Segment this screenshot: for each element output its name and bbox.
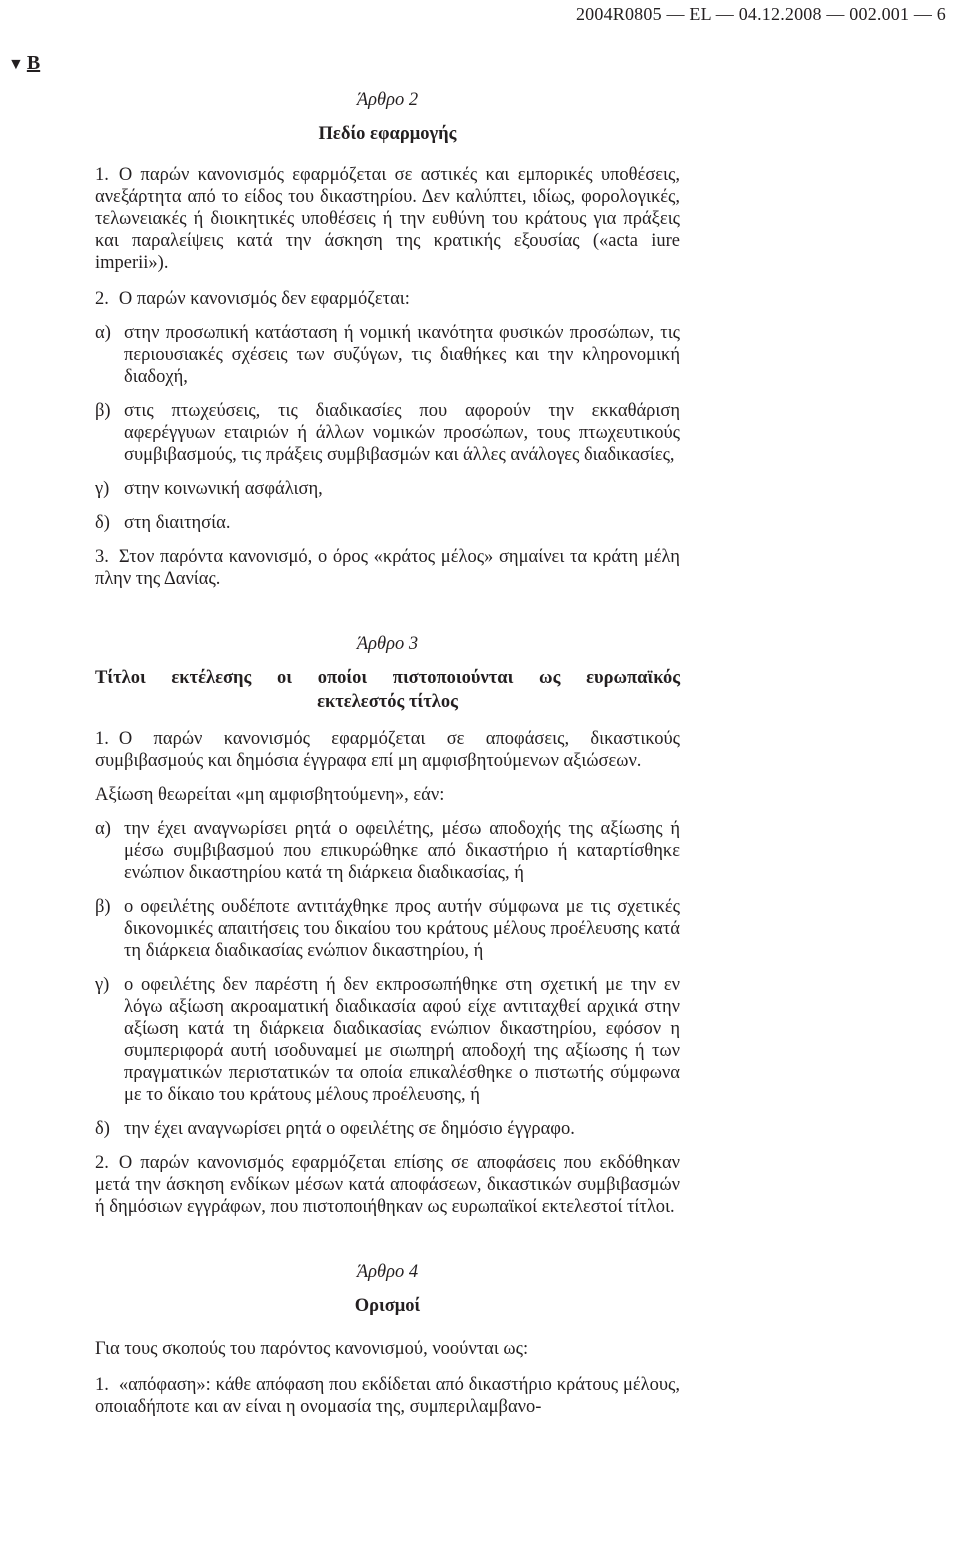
paragraph-number: 1. <box>95 1375 109 1395</box>
list-marker: δ) <box>95 513 110 533</box>
article-3-paragraph-1b: Αξίωση θεωρείται «μη αμφισβητούμενη», εάν: <box>95 785 445 805</box>
article-2-paragraph-1 <box>95 164 680 274</box>
list-marker: β) <box>95 897 111 917</box>
list-item <box>95 322 680 388</box>
amendment-label: B <box>26 52 41 74</box>
article-2 <box>95 88 680 590</box>
paragraph-number: 1. <box>95 165 109 185</box>
list-item <box>95 512 680 534</box>
article-2-title: Άρθρο 2 <box>356 90 419 110</box>
article-3-paragraph-2 <box>95 1152 680 1218</box>
list-item <box>95 896 680 962</box>
article-3-title: Άρθρο 3 <box>356 634 419 654</box>
article-3-subtitle-line-2: εκτελεστός τίτλος <box>317 692 458 712</box>
list-text: στην κοινωνική ασφάλιση, <box>124 479 323 499</box>
triangle-down-icon: ▼ <box>8 56 24 73</box>
article-4-subtitle: Ορισμοί <box>354 1296 421 1316</box>
article-4-definition-1 <box>95 1374 680 1418</box>
list-item <box>95 818 680 884</box>
list-text: στις πτωχεύσεις, τις διαδικασίες που αφορούν την εκκαθάριση αφερέγγυων εταιριών ή άλλων νομικών προσώπων, τους πτωχευτικούς συμβιβασμούς, τις πράξεις συμβιβασμών και άλλες ανάλογες διαδικασίες, <box>124 401 680 465</box>
article-2-paragraph-3 <box>95 546 680 590</box>
document-header: 2004R0805 — EL — 04.12.2008 — 002.001 — 6 <box>575 4 946 24</box>
list-marker: γ) <box>95 479 110 499</box>
list-marker: δ) <box>95 1119 110 1139</box>
list-text: στη διαιτησία. <box>124 513 231 533</box>
list-text: την έχει αναγνωρίσει ρητά ο οφειλέτης, μέσω αποδοχής της αξίωσης ή μέσω συμβιβασμού που επικυρώθηκε από δικαστήριο ή καταρτίσθηκε ενώπιον δικαστηρίου κατά τη διάρκεια διαδικασίας, ή <box>124 819 680 883</box>
list-marker: α) <box>95 819 111 839</box>
paragraph-number: 3. <box>95 547 109 567</box>
amendment-marker <box>8 52 40 75</box>
list-marker: β) <box>95 401 111 421</box>
article-4-intro: Για τους σκοπούς του παρόντος κανονισμού, νοούνται ως: <box>95 1339 529 1359</box>
list-item <box>95 400 680 466</box>
list-item <box>95 974 680 1106</box>
paragraph-number: 2. <box>95 289 109 309</box>
document-body <box>95 88 680 1418</box>
list-item <box>95 478 680 500</box>
list-text: την έχει αναγνωρίσει ρητά ο οφειλέτης σε δημόσιο έγγραφο. <box>124 1119 575 1139</box>
article-3-subtitle-line-1: Τίτλοι εκτέλεσης οι οποίοι πιστοποιούνται ως ευρωπαϊκός <box>95 668 680 688</box>
paragraph-text: «απόφαση»: κάθε απόφαση που εκδίδεται από δικαστήριο κράτους μέλους, οποιαδήποτε και αν είναι η ονομασία της, συμπεριλαμβανο- <box>95 1375 680 1417</box>
list-text: ο οφειλέτης ουδέποτε αντιτάχθηκε προς αυτήν σύμφωνα με τις σχετικές δικονομικές απαιτήσεις του δικαίου του κράτους μέλους προέλευσης κατά τη διάρκεια διαδικασίας ενώπιον δικαστηρίου, ή <box>124 897 680 961</box>
paragraph-text: Στον παρόντα κανονισμό, ο όρος «κράτος μέλος» σημαίνει τα κράτη μέλη πλην της Δανίας. <box>95 547 680 589</box>
list-text: ο οφειλέτης δεν παρέστη ή δεν εκπροσωπήθηκε στη σχετική με την εν λόγω αξίωση ακροαματική διαδικασία αφού είχε αντιταχθεί αρχικά στην αξίωση κατά τη διάρκεια διαδικασίας ενώπιον δικαστηρίου, εφόσον η συμπεριφορά αυτή ισοδυναμεί με σιωπηρή αποδοχή της αξίωσης ή των πραγματικών περιστατικών τα οποία επικαλέσθηκε ο πιστωτής σύμφωνα με το δίκαιο του κράτους μέλους προέλευσης, ή <box>124 975 680 1105</box>
list-text: στην προσωπική κατάσταση ή νομική ικανότητα φυσικών προσώπων, τις περιουσιακές σχέσεις των συζύγων, τις διαθήκες και την κληρονομική διαδοχή, <box>124 323 680 387</box>
article-2-subtitle: Πεδίο εφαρμογής <box>318 124 457 144</box>
article-4-title: Άρθρο 4 <box>356 1262 419 1282</box>
paragraph-text: Ο παρών κανονισμός εφαρμόζεται σε αστικές και εμπορικές υποθέσεις, ανεξάρτητα από το είδος του δικαστηρίου. Δεν καλύπτει, ιδίως, φορολογικές, τελωνειακές ή διοικητικές υποθέσεις ή την ευθύνη του κράτους για πράξεις και παραλείψεις κατά την άσκηση της κρατικής εξουσίας («acta iure imperii»). <box>95 165 680 273</box>
paragraph-text: Ο παρών κανονισμός δεν εφαρμόζεται: <box>118 289 410 309</box>
article-3 <box>95 632 680 1218</box>
list-marker: α) <box>95 323 111 343</box>
paragraph-number: 1. <box>95 729 109 749</box>
paragraph-text: Ο παρών κανονισμός εφαρμόζεται επίσης σε αποφάσεις που εκδόθηκαν μετά την άσκηση ενδίκων μέσων κατά αποφάσεων, δικαστικών συμβιβασμών ή δημόσιων εγγράφων, που πιστοποιήθηκαν ως ευρωπαϊκοί εκτελεστοί τίτλοι. <box>95 1153 680 1217</box>
paragraph-text: Ο παρών κανονισμός εφαρμόζεται σε αποφάσεις, δικαστικούς συμβιβασμούς και δημόσια έγγραφα επί μη αμφισβητούμενων αξιώσεων. <box>95 729 680 771</box>
paragraph-number: 2. <box>95 1153 109 1173</box>
article-2-paragraph-2 <box>95 288 680 310</box>
article-3-paragraph-1 <box>95 728 680 772</box>
article-4 <box>95 1260 680 1418</box>
list-marker: γ) <box>95 975 110 995</box>
list-item <box>95 1118 680 1140</box>
